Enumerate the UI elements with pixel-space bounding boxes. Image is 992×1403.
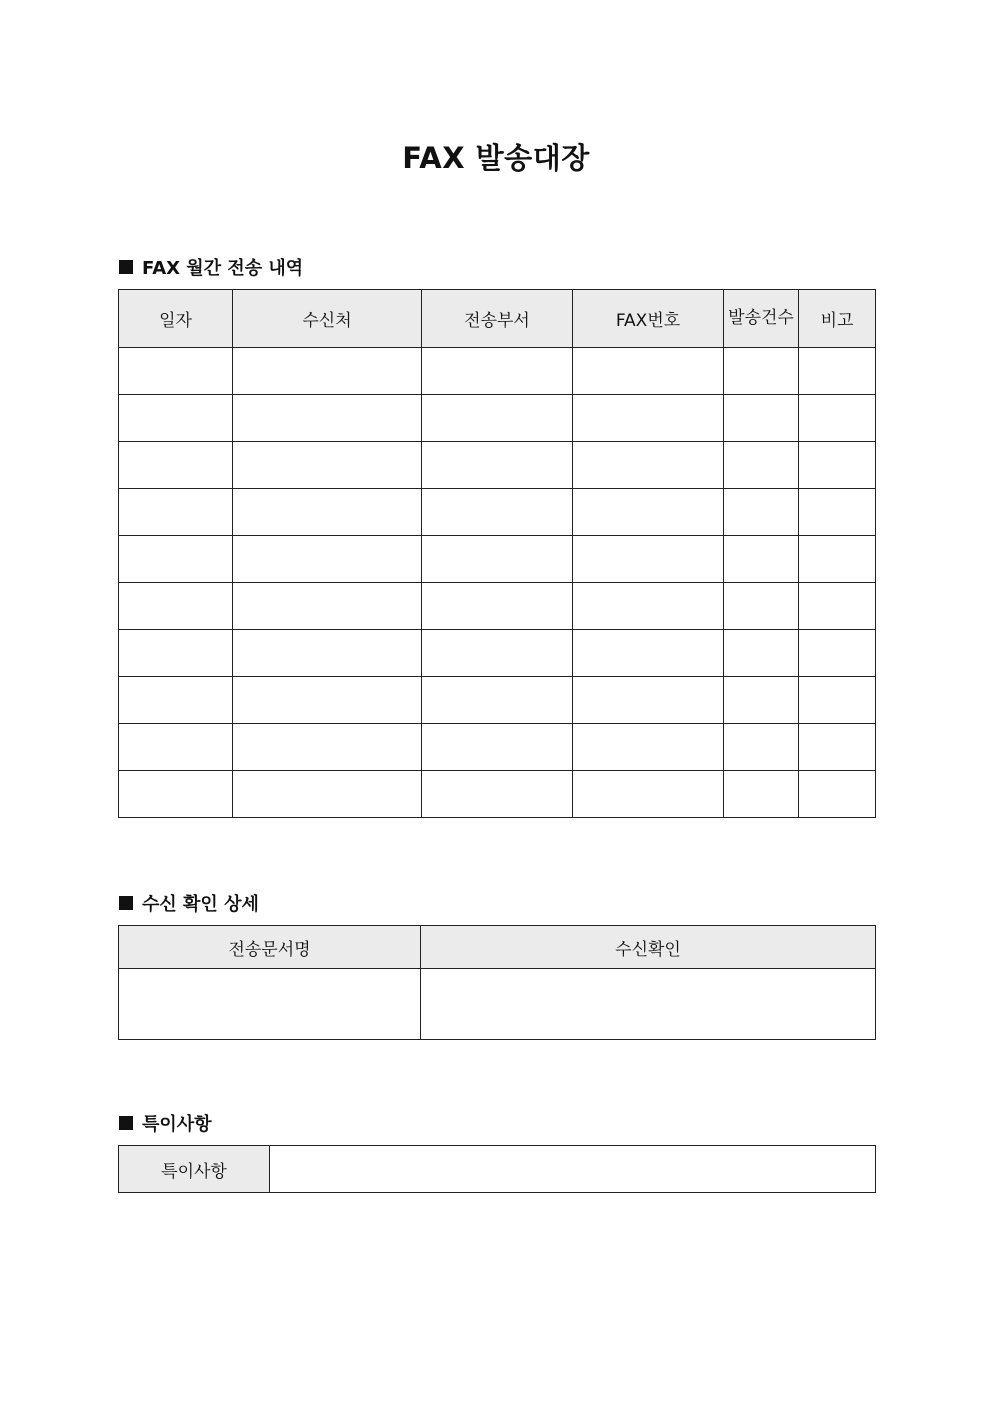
fax-number-cell[interactable]	[573, 724, 724, 771]
col-recipient: 수신처	[233, 290, 422, 348]
remarks-cell[interactable]	[799, 724, 876, 771]
date-cell[interactable]	[119, 489, 233, 536]
department-cell[interactable]	[422, 630, 573, 677]
receipt-table	[118, 925, 876, 1040]
remarks-cell[interactable]	[799, 489, 876, 536]
remarks-cell[interactable]	[799, 771, 876, 818]
send-count-cell[interactable]	[724, 583, 799, 630]
department-cell[interactable]	[422, 348, 573, 395]
notes-table	[118, 1145, 876, 1193]
table-header-row	[119, 290, 876, 348]
table-row	[119, 630, 876, 677]
col-document-name: 전송문서명	[119, 926, 421, 969]
col-receipt-confirm: 수신확인	[421, 926, 876, 969]
col-fax-number: FAX번호	[573, 290, 724, 348]
department-cell[interactable]	[422, 395, 573, 442]
remarks-cell[interactable]	[799, 348, 876, 395]
square-bullet-icon	[119, 896, 133, 910]
col-send-count: 발송건수	[724, 290, 799, 348]
date-cell[interactable]	[119, 677, 233, 724]
page-title: FAX 발송대장	[402, 141, 590, 175]
recipient-cell[interactable]	[233, 536, 422, 583]
section-heading-label: 특이사항	[142, 1114, 212, 1135]
table-row	[119, 583, 876, 630]
department-cell[interactable]	[422, 489, 573, 536]
send-count-cell[interactable]	[724, 348, 799, 395]
table-header-row	[119, 926, 876, 969]
send-count-cell[interactable]	[724, 677, 799, 724]
send-count-cell[interactable]	[724, 724, 799, 771]
remarks-cell[interactable]	[799, 395, 876, 442]
notes-label: 특이사항	[119, 1146, 270, 1193]
date-cell[interactable]	[119, 442, 233, 489]
fax-number-cell[interactable]	[573, 442, 724, 489]
send-count-cell[interactable]	[724, 442, 799, 489]
send-count-cell[interactable]	[724, 536, 799, 583]
table-row	[119, 489, 876, 536]
col-date: 일자	[119, 290, 233, 348]
fax-number-cell[interactable]	[573, 771, 724, 818]
remarks-cell[interactable]	[799, 536, 876, 583]
fax-number-cell[interactable]	[573, 348, 724, 395]
section-heading-label: 수신 확인 상세	[142, 894, 259, 915]
table-row	[119, 969, 876, 1040]
col-department: 전송부서	[422, 290, 573, 348]
recipient-cell[interactable]	[233, 395, 422, 442]
col-remarks: 비고	[799, 290, 876, 348]
square-bullet-icon	[119, 260, 133, 274]
remarks-cell[interactable]	[799, 677, 876, 724]
department-cell[interactable]	[422, 536, 573, 583]
fax-number-cell[interactable]	[573, 677, 724, 724]
table-row	[119, 677, 876, 724]
recipient-cell[interactable]	[233, 489, 422, 536]
recipient-cell[interactable]	[233, 348, 422, 395]
fax-number-cell[interactable]	[573, 583, 724, 630]
remarks-cell[interactable]	[799, 583, 876, 630]
document-name-cell[interactable]	[119, 969, 421, 1040]
fax-number-cell[interactable]	[573, 395, 724, 442]
date-cell[interactable]	[119, 536, 233, 583]
fax-number-cell[interactable]	[573, 536, 724, 583]
recipient-cell[interactable]	[233, 724, 422, 771]
table-row	[119, 348, 876, 395]
table-row	[119, 724, 876, 771]
table-row	[119, 442, 876, 489]
fax-number-cell[interactable]	[573, 630, 724, 677]
department-cell[interactable]	[422, 724, 573, 771]
remarks-cell[interactable]	[799, 442, 876, 489]
square-bullet-icon	[119, 1116, 133, 1130]
table-row	[119, 536, 876, 583]
remarks-cell[interactable]	[799, 630, 876, 677]
send-count-cell[interactable]	[724, 630, 799, 677]
department-cell[interactable]	[422, 677, 573, 724]
section-heading-notes	[119, 1110, 212, 1136]
section-heading-receipt	[119, 890, 259, 916]
department-cell[interactable]	[422, 442, 573, 489]
recipient-cell[interactable]	[233, 630, 422, 677]
table-row	[119, 395, 876, 442]
send-count-cell[interactable]	[724, 771, 799, 818]
notes-content-cell[interactable]	[270, 1146, 876, 1193]
recipient-cell[interactable]	[233, 677, 422, 724]
date-cell[interactable]	[119, 348, 233, 395]
department-cell[interactable]	[422, 583, 573, 630]
table-row	[119, 1146, 876, 1193]
recipient-cell[interactable]	[233, 583, 422, 630]
recipient-cell[interactable]	[233, 442, 422, 489]
date-cell[interactable]	[119, 724, 233, 771]
recipient-cell[interactable]	[233, 771, 422, 818]
send-count-cell[interactable]	[724, 489, 799, 536]
monthly-fax-table	[118, 289, 876, 818]
receipt-confirm-cell[interactable]	[421, 969, 876, 1040]
date-cell[interactable]	[119, 395, 233, 442]
date-cell[interactable]	[119, 630, 233, 677]
section-heading-monthly	[119, 254, 303, 280]
date-cell[interactable]	[119, 771, 233, 818]
department-cell[interactable]	[422, 771, 573, 818]
send-count-cell[interactable]	[724, 395, 799, 442]
date-cell[interactable]	[119, 583, 233, 630]
fax-number-cell[interactable]	[573, 489, 724, 536]
section-heading-label: FAX 월간 전송 내역	[142, 258, 304, 279]
table-row	[119, 771, 876, 818]
